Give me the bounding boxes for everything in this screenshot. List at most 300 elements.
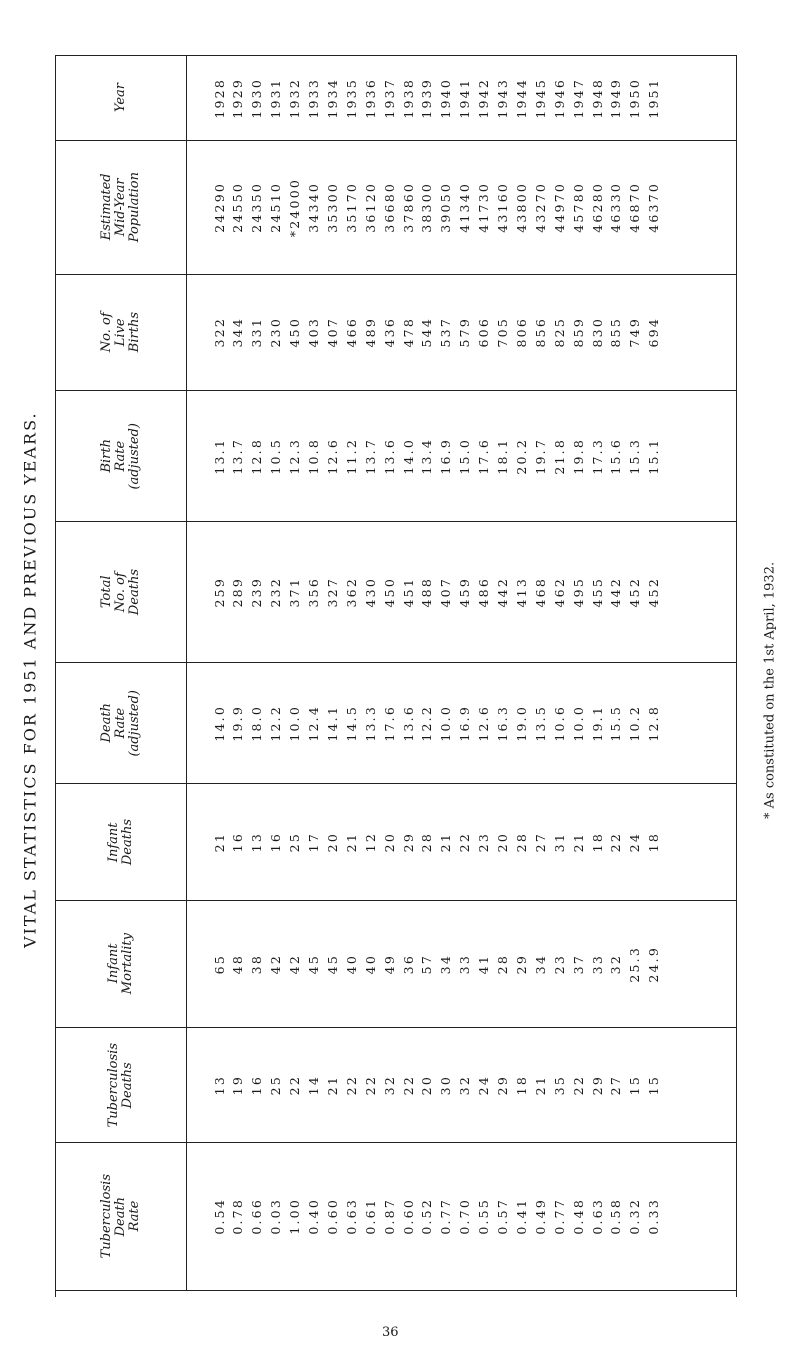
table-cell (381, 56, 397, 140)
table-cell (627, 1028, 643, 1142)
cell-value: 19.0 (513, 704, 529, 742)
table-row-death-rate (56, 663, 736, 784)
cell-value: 10.0 (570, 704, 586, 742)
cell-value: 19 (230, 1074, 246, 1096)
table-cell (570, 141, 586, 274)
cell-value: 1931 (268, 77, 284, 119)
cell-value: 22 (608, 831, 624, 853)
table-cell (457, 901, 473, 1027)
table-cell (646, 784, 662, 900)
cell-value: 24350 (249, 182, 265, 233)
cell-value: 1929 (230, 77, 246, 119)
table-cell (627, 141, 643, 274)
cell-value: 15.3 (627, 437, 643, 475)
cell-value: 36 (400, 953, 416, 975)
table-cell (268, 784, 284, 900)
cell-value: 462 (551, 576, 567, 608)
cell-value: 43270 (532, 182, 548, 233)
table-cell (381, 1143, 397, 1290)
cell-value: 322 (211, 317, 227, 348)
cell-value: 65 (211, 953, 227, 975)
table-cell (306, 275, 322, 390)
column-header-birth-rate (56, 391, 187, 521)
cell-value: 0.77 (551, 1198, 567, 1235)
cell-value: 36120 (362, 182, 378, 233)
cell-value: 48 (230, 953, 246, 975)
cell-value: 356 (306, 576, 321, 608)
cell-value: 38 (249, 953, 265, 975)
table-cell (324, 901, 340, 1027)
table-cell (438, 1143, 454, 1290)
table-cell (532, 56, 548, 140)
table-cell (513, 391, 529, 521)
cell-value: 371 (287, 576, 303, 608)
cell-value: 17.6 (476, 437, 492, 475)
cell-value: 12.6 (324, 437, 340, 475)
table-cell (495, 784, 511, 900)
table-cell (589, 522, 605, 662)
column-header-death-rate (56, 663, 187, 783)
cell-value: 0.41 (513, 1198, 529, 1235)
cell-value: 442 (495, 576, 510, 608)
table-cell (400, 784, 416, 900)
table-cell (646, 663, 662, 783)
table-cell (589, 663, 605, 783)
cell-value: 16 (268, 831, 284, 853)
row-values (187, 784, 736, 900)
cell-value: 20 (495, 831, 510, 853)
table-cell (324, 1028, 340, 1142)
cell-value: 10.0 (287, 704, 303, 742)
cell-value: 42 (268, 953, 284, 975)
cell-value: 13 (249, 831, 265, 853)
table-cell (532, 663, 548, 783)
cell-value: 10.2 (627, 704, 643, 742)
table-cell (230, 391, 246, 521)
table-cell (211, 56, 227, 140)
table-cell (400, 56, 416, 140)
table-cell (306, 1143, 322, 1290)
cell-value: 12.3 (287, 437, 303, 475)
table-cell (268, 901, 284, 1027)
cell-value: 46370 (646, 182, 662, 233)
table-cell (324, 784, 340, 900)
table-cell (457, 56, 473, 140)
column-header-tb-deaths (56, 1028, 187, 1142)
table-cell (419, 1028, 435, 1142)
table-cell (495, 522, 511, 662)
cell-value: 1937 (381, 77, 397, 119)
table-cell (457, 275, 473, 390)
cell-value: 12.8 (249, 437, 265, 475)
cell-value: 544 (419, 317, 435, 348)
cell-value: 27 (608, 1074, 624, 1096)
table-cell (608, 56, 624, 140)
cell-value: 29 (400, 831, 416, 853)
table-cell (381, 522, 397, 662)
cell-value: 22 (362, 1074, 378, 1096)
cell-value: 489 (362, 317, 378, 348)
cell-value: 362 (343, 576, 359, 608)
cell-value: 10.5 (268, 437, 284, 475)
cell-value: 21 (211, 831, 227, 853)
column-header-infant-mortality (56, 901, 187, 1027)
table-cell (211, 391, 227, 521)
cell-value: 451 (400, 576, 416, 608)
table-cell (513, 141, 529, 274)
table-cell (287, 784, 303, 900)
cell-value: 0.60 (400, 1198, 416, 1235)
table-cell (438, 141, 454, 274)
table-cell (438, 1028, 454, 1142)
cell-value: 35170 (343, 182, 359, 233)
cell-value: 25.3 (627, 945, 643, 983)
table-cell (362, 1028, 378, 1142)
table-cell (570, 663, 586, 783)
cell-value: 20 (419, 1074, 435, 1096)
table-cell (381, 784, 397, 900)
table-cell (627, 391, 643, 521)
cell-value: 430 (362, 576, 378, 608)
cell-value: 15.5 (608, 704, 624, 742)
cell-value: 36680 (381, 182, 397, 233)
cell-value: 41730 (476, 182, 492, 233)
cell-value: 22 (343, 1074, 359, 1096)
table-cell (589, 901, 605, 1027)
table-cell (457, 391, 473, 521)
cell-value: 38300 (419, 182, 435, 233)
cell-value: 0.63 (343, 1198, 359, 1235)
table-row-year (56, 55, 736, 141)
table-cell (268, 1028, 284, 1142)
cell-value: 450 (287, 317, 303, 348)
cell-value: 10.6 (551, 704, 567, 742)
table-cell (589, 141, 605, 274)
cell-value: 23 (476, 831, 492, 853)
table-cell (381, 1028, 397, 1142)
table-cell (249, 522, 265, 662)
column-header-label: Infant Deaths (106, 818, 135, 866)
table-cell (495, 391, 511, 521)
cell-value: 488 (419, 576, 435, 608)
table-row-birth-rate (56, 391, 736, 522)
table-cell (362, 56, 378, 140)
cell-value: 459 (457, 576, 473, 608)
cell-value: 37860 (400, 182, 416, 233)
table-cell (306, 56, 322, 140)
cell-value: 436 (381, 317, 397, 348)
table-cell (589, 1143, 605, 1290)
table-cell (381, 391, 397, 521)
table-cell (268, 275, 284, 390)
cell-value: 22 (570, 1074, 586, 1096)
cell-value: 450 (381, 576, 397, 608)
cell-value: 16 (249, 1074, 265, 1096)
cell-value: 44970 (551, 182, 567, 233)
table-cell (589, 56, 605, 140)
table-cell (306, 784, 322, 900)
cell-value: 16 (230, 831, 246, 853)
cell-value: 1928 (211, 77, 227, 119)
table-cell (268, 141, 284, 274)
cell-value: 16.9 (457, 704, 473, 742)
cell-value: 23 (551, 953, 567, 975)
cell-value: 13.7 (362, 437, 378, 475)
cell-value: 230 (268, 317, 284, 348)
table-cell (324, 141, 340, 274)
table-cell (532, 522, 548, 662)
table-cell (532, 391, 548, 521)
cell-value: 13 (211, 1074, 227, 1096)
table-cell (646, 56, 662, 140)
table-cell (457, 141, 473, 274)
table-cell (287, 275, 303, 390)
cell-value: 13.5 (532, 704, 548, 742)
cell-value: 495 (570, 576, 586, 608)
cell-value: 17.3 (589, 437, 605, 475)
cell-value: 39050 (438, 182, 454, 233)
cell-value: 33 (589, 953, 605, 975)
table-cell (627, 784, 643, 900)
cell-value: 0.52 (419, 1198, 435, 1235)
cell-value: 18.0 (249, 704, 265, 742)
table-cell (249, 391, 265, 521)
table-cell (608, 1143, 624, 1290)
cell-value: 34340 (306, 182, 321, 233)
table-cell (343, 141, 359, 274)
cell-value: 28 (495, 953, 510, 975)
table-cell (381, 141, 397, 274)
table-cell (570, 275, 586, 390)
table-cell (551, 784, 567, 900)
cell-value: 41340 (457, 182, 473, 233)
table-cell (400, 1028, 416, 1142)
cell-value: 537 (438, 317, 454, 348)
table-cell (551, 663, 567, 783)
table-cell (211, 275, 227, 390)
cell-value: 10.0 (438, 704, 454, 742)
cell-value: 20.2 (513, 437, 529, 475)
table-cell (419, 1143, 435, 1290)
table-cell (343, 391, 359, 521)
table-cell (230, 1028, 246, 1142)
table-cell (362, 275, 378, 390)
table-cell (287, 663, 303, 783)
table-cell (381, 663, 397, 783)
vital-statistics-table (55, 55, 737, 1297)
table-row-live-births (56, 275, 736, 391)
table-cell (324, 391, 340, 521)
column-header-label: Death Rate (adjusted) (99, 689, 142, 757)
table-cell (532, 1143, 548, 1290)
table-cell (627, 663, 643, 783)
column-header-live-births (56, 275, 187, 390)
table-cell (495, 901, 511, 1027)
cell-value: 1930 (249, 77, 265, 119)
table-cell (646, 391, 662, 521)
cell-value: 31 (551, 831, 567, 853)
table-cell (419, 901, 435, 1027)
cell-value: 22 (400, 1074, 416, 1096)
table-cell (287, 1028, 303, 1142)
table-cell (495, 663, 511, 783)
table-cell (343, 663, 359, 783)
table-cell (570, 391, 586, 521)
cell-value: 455 (589, 576, 605, 608)
cell-value: 45 (324, 953, 340, 975)
cell-value: 1932 (287, 77, 303, 119)
cell-value: 24 (627, 831, 643, 853)
column-header-label: Total No. of Deaths (99, 568, 142, 616)
cell-value: 18 (513, 1074, 529, 1096)
row-values (187, 901, 736, 1027)
cell-value: 22 (457, 831, 473, 853)
table-cell (400, 391, 416, 521)
cell-value: 13.6 (381, 437, 397, 475)
cell-value: 49 (381, 953, 397, 975)
table-cell (476, 391, 492, 521)
table-cell (230, 784, 246, 900)
table-cell (400, 275, 416, 390)
table-cell (495, 1028, 511, 1142)
table-cell (419, 391, 435, 521)
table-cell (362, 784, 378, 900)
cell-value: 0.87 (381, 1198, 397, 1235)
table-row-total-deaths (56, 522, 736, 663)
cell-value: 1951 (646, 77, 662, 119)
table-cell (646, 522, 662, 662)
table-cell (400, 141, 416, 274)
table-cell (551, 901, 567, 1027)
cell-value: 10.8 (306, 437, 321, 475)
cell-value: 0.54 (211, 1198, 227, 1235)
row-values (187, 522, 736, 662)
table-row-tb-death-rate (56, 1143, 736, 1291)
cell-value: 1946 (551, 77, 567, 119)
table-cell (343, 784, 359, 900)
table-cell (589, 1028, 605, 1142)
cell-value: 45 (306, 953, 321, 975)
table-cell (230, 275, 246, 390)
cell-value: 806 (513, 317, 529, 348)
table-cell (646, 901, 662, 1027)
cell-value: 15 (627, 1074, 643, 1096)
table-cell (646, 1143, 662, 1290)
cell-value: 24 (476, 1074, 492, 1096)
table-cell (268, 1143, 284, 1290)
table-cell (362, 391, 378, 521)
table-cell (381, 901, 397, 1027)
table-cell (532, 1028, 548, 1142)
cell-value: 442 (608, 576, 624, 608)
table-cell (438, 56, 454, 140)
cell-value: 12.2 (419, 704, 435, 742)
cell-value: 1940 (438, 77, 454, 119)
table-cell (362, 663, 378, 783)
cell-value: 17 (306, 831, 321, 853)
table-cell (324, 275, 340, 390)
table-cell (419, 275, 435, 390)
table-cell (495, 56, 511, 140)
cell-value: 46330 (608, 182, 624, 233)
cell-value: 16.3 (495, 704, 510, 742)
table-cell (343, 275, 359, 390)
cell-value: 20 (324, 831, 340, 853)
cell-value: 1948 (589, 77, 605, 119)
cell-value: 32 (457, 1074, 473, 1096)
cell-value: 33 (457, 953, 473, 975)
cell-value: 749 (627, 317, 643, 348)
table-cell (495, 1143, 511, 1290)
cell-value: 331 (249, 317, 265, 348)
cell-value: 35 (551, 1074, 567, 1096)
table-cell (608, 275, 624, 390)
cell-value: 21 (438, 831, 454, 853)
row-values (187, 391, 736, 521)
cell-value: 0.55 (476, 1198, 492, 1235)
table-cell (646, 141, 662, 274)
cell-value: 1933 (306, 77, 321, 119)
cell-value: 28 (513, 831, 529, 853)
cell-value: 24550 (230, 182, 246, 233)
table-cell (532, 784, 548, 900)
table-cell (457, 1143, 473, 1290)
table-cell (532, 275, 548, 390)
table-row-infant-mortality (56, 901, 736, 1028)
table-cell (211, 784, 227, 900)
table-cell (513, 522, 529, 662)
table-cell (513, 1143, 529, 1290)
table-cell (343, 1028, 359, 1142)
cell-value: 21 (324, 1074, 340, 1096)
table-cell (268, 522, 284, 662)
table-cell (381, 275, 397, 390)
cell-value: 22 (287, 1074, 303, 1096)
cell-value: 1934 (324, 77, 340, 119)
table-cell (306, 141, 322, 274)
cell-value: 18 (589, 831, 605, 853)
cell-value: 43800 (513, 182, 529, 233)
table-cell (646, 1028, 662, 1142)
cell-value: 407 (438, 576, 454, 608)
cell-value: 0.33 (646, 1198, 662, 1235)
table-cell (608, 784, 624, 900)
table-cell (570, 901, 586, 1027)
table-cell (362, 901, 378, 1027)
table-cell (589, 275, 605, 390)
table-cell (476, 141, 492, 274)
cell-value: 0.58 (608, 1198, 624, 1235)
cell-value: 16.9 (438, 437, 454, 475)
cell-value: 21 (343, 831, 359, 853)
cell-value: 17.6 (381, 704, 397, 742)
cell-value: 14 (306, 1074, 321, 1096)
cell-value: 0.57 (495, 1198, 510, 1235)
row-values (187, 1028, 736, 1142)
table-cell (627, 275, 643, 390)
table-cell (608, 1028, 624, 1142)
cell-value: 0.49 (532, 1198, 548, 1235)
table-cell (551, 56, 567, 140)
table-cell (457, 522, 473, 662)
table-cell (419, 56, 435, 140)
cell-value: 579 (457, 317, 473, 348)
cell-value: 40 (343, 953, 359, 975)
cell-value: 1950 (627, 77, 643, 119)
cell-value: 40 (362, 953, 378, 975)
cell-value: 13.1 (211, 437, 227, 475)
cell-value: 18.1 (495, 437, 510, 475)
